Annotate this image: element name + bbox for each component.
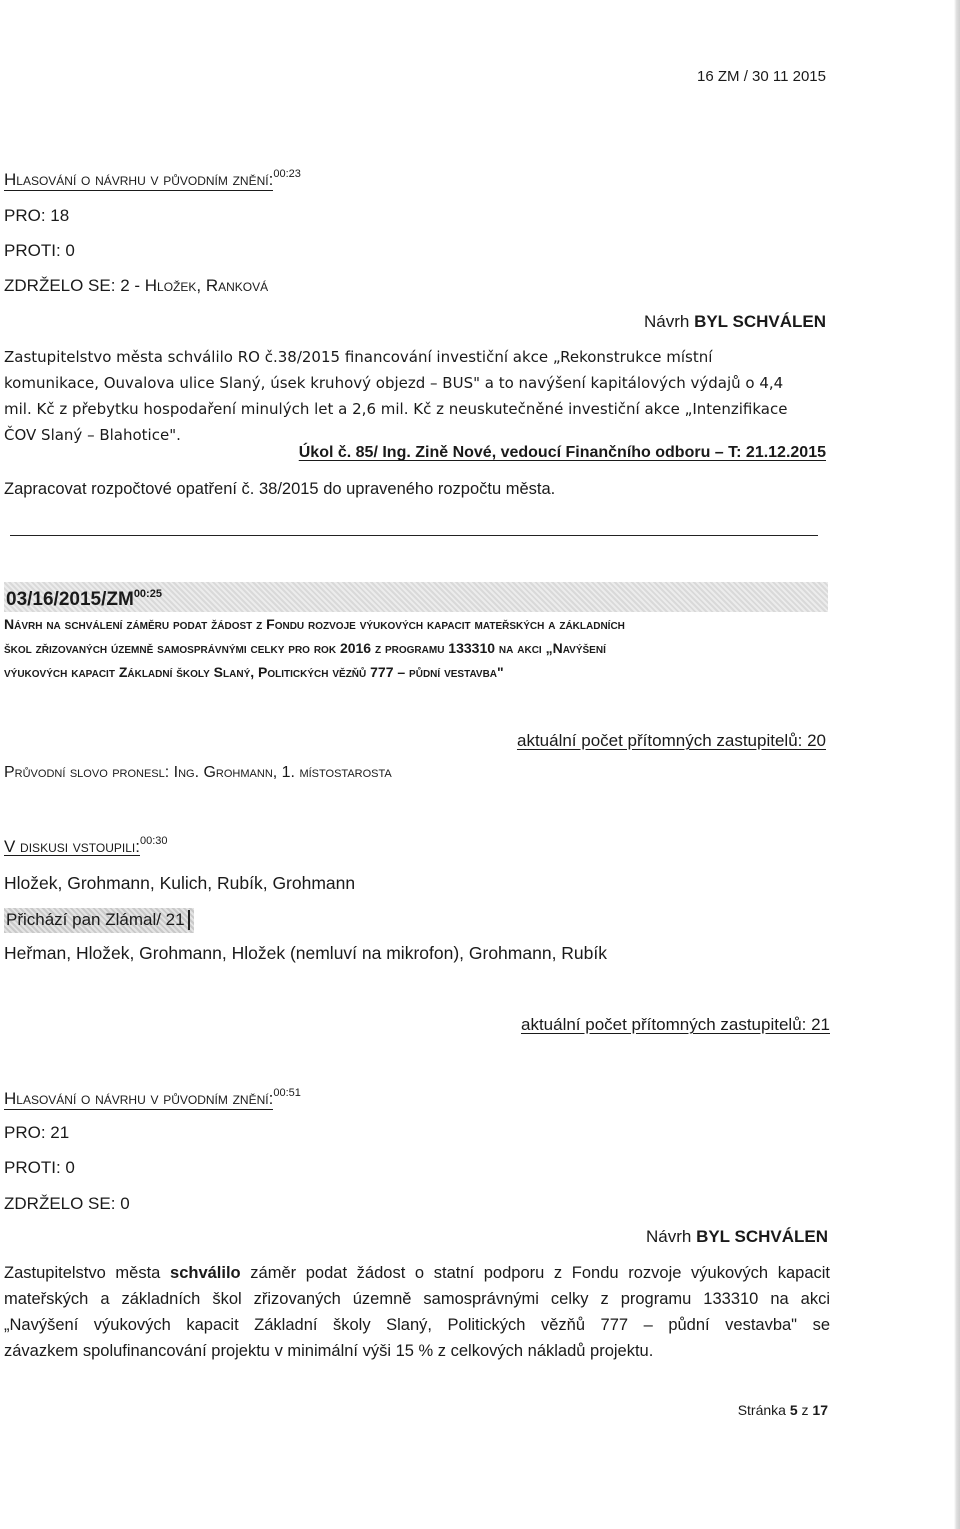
discussion-time: 00:30 [140,835,168,847]
vote2-result-status: BYL SCHVÁLEN [696,1227,828,1246]
vote2-heading [4,1087,301,1109]
vote2-title: Hlasování o návrhu v původním znění: [4,1089,274,1108]
scan-edge [954,0,960,1529]
vote2-abstain: ZDRŽELO SE: 0 [4,1194,130,1213]
vote1-abstain-value: 2 - Hložek, Ranková [120,276,269,295]
attendance-count-2: aktuální počet přítomných zastupitelů: 21 [520,1015,830,1034]
vote1-task-text: Zapracovat rozpočtové opatření č. 38/2015 do upraveného rozpočtu města. [4,480,556,498]
arrival-note: Přichází pan Zlámal/ 21 [6,910,190,930]
vote1-pro-value: 18 [50,206,70,225]
vote2-pro-value: 21 [50,1123,70,1142]
document-reference: 16 ZM / 30 11 2015 [697,68,826,85]
vote2-pro: PRO: 21 [4,1123,70,1142]
vote1-result-status: BYL SCHVÁLEN [694,312,826,331]
vote2-approved-word: schválilo [170,1264,241,1282]
vote2-time: 00:51 [273,1087,301,1099]
vote1-title: Hlasování o návrhu v původním znění: [4,170,274,189]
resolution-time: 00:25 [133,588,162,600]
vote1-resolution-text: Zastupitelstvo města schválilo RO č.38/2015 financování investiční akce „Rekonstrukce místní komunikace, Ouvalova ulice Slaný, úsek kruhový objezd – BUS" a to navýšení kapitálových výdajů o 4,4 mil. Kč z přebytku hospodaření minulých let a 2,6 mil. Kč z neuskutečněné investiční akce „Intenzifikace ČOV Slaný – Blahotice". [4,348,788,444]
section-divider [10,535,818,536]
vote1-abstain: ZDRŽELO SE: 2 - Hložek, Ranková [4,276,269,295]
resolution-title: Návrh na schválení záměru podat žádost z Fondu rozvoje výukových kapacit mateřských a základních škol zřizovaných územně samosprávnými celky pro rok 2016 z programu 133310 na akci „Navýšení výukových kapacit Základní školy Slaný, Politických vězňů 777 – půdní vestavba" [4,616,625,680]
vote1-task: Úkol č. 85/ Ing. Zině Nové, vedoucí Finančního odboru – T: 21.12.2015 [298,444,826,461]
vote2-result: Návrh BYL SCHVÁLEN [645,1227,828,1246]
page-number: Stránka 5 z 17 [737,1402,828,1418]
vote1-heading [4,168,301,190]
resolution-number: $03/16/2015/ZM^{00:25}$ [6,588,162,610]
vote2-abstain-value: 0 [120,1194,130,1213]
discussion-heading: V diskusi vstoupili:$^{00:30}$ [4,835,168,856]
introductory-speech: Průvodní slovo pronesl: Ing. Grohmann, 1. místostarosta [4,764,392,781]
vote1-proti-value: 0 [65,241,75,260]
attendance-count-1: aktuální počet přítomných zastupitelů: 20 [516,731,826,750]
vote1-proti: PROTI: 0 [4,241,75,260]
vote1-pro: PRO: 18 [4,206,70,225]
speakers-list-1: Hložek, Grohmann, Kulich, Rubík, Grohmann [4,873,356,893]
vote2-proti-value: 0 [65,1158,75,1177]
vote2-proti: PROTI: 0 [4,1158,75,1177]
vote2-resolution-text: Zastupitelstvo města schválilo záměr podat žádost o statní podporu z Fondu rozvoje výukových kapacit mateřských a základních škol zřizovaných územně samosprávnými celky z programu 133310 na akci „Navýšení výukových kapacit Základní školy Slaný, Politických vězňů 777 – půdní vestavba" se závazkem spolufinancování projektu v minimální výši 15 % z celkových nákladů projektu. [4,1264,830,1360]
speakers-list-2: Heřman, Hložek, Grohmann, Hložek (nemluví na mikrofon), Grohmann, Rubík [4,943,608,963]
vote1-time: 00:23 [273,168,301,180]
vote1-result: Návrh BYL SCHVÁLEN [643,312,826,331]
